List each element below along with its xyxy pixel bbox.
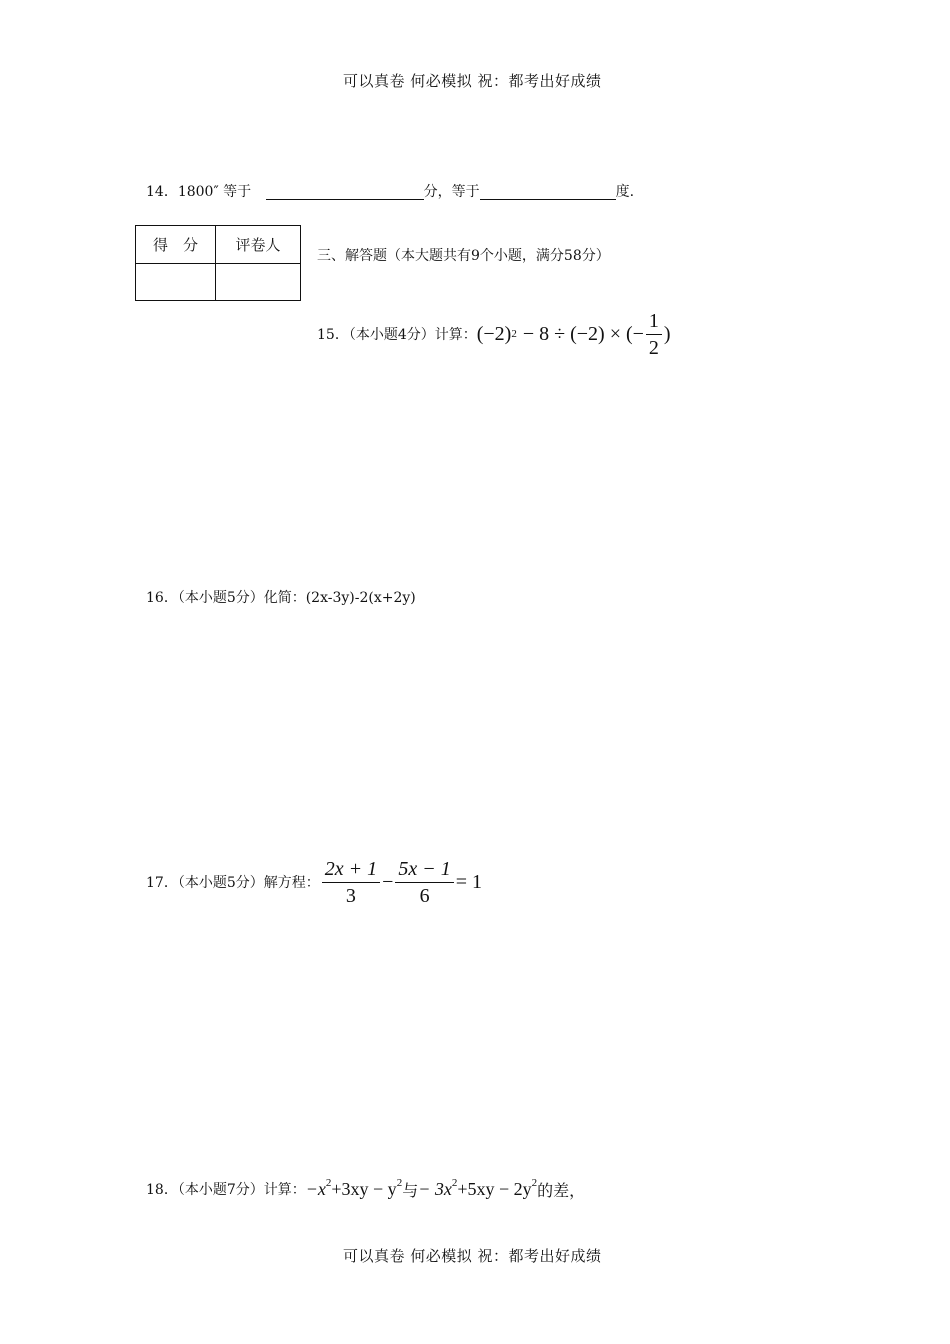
page-footer: 可以真卷 何必模拟 祝：都考出好成绩 xyxy=(343,1247,602,1265)
score-cell[interactable] xyxy=(136,264,216,301)
score-table xyxy=(135,225,301,301)
q18-and: 与 xyxy=(402,1180,419,1200)
q18-exp3: 2 xyxy=(451,1176,458,1189)
q17-fraction-1 xyxy=(322,858,380,907)
q15-expr-c: ) xyxy=(663,322,671,345)
q15-expr-a: (−2) xyxy=(476,322,512,345)
q18-exp2: 2 xyxy=(396,1176,403,1189)
q17-den2: 6 xyxy=(419,884,430,907)
question-16: 16．（本小题5分）化简：(2x-3y)-2(x+2y) xyxy=(146,590,416,606)
q14-prefix: 14．1800″ 等于 xyxy=(146,184,252,200)
q15-fraction xyxy=(646,310,662,359)
q14-blank-minutes[interactable] xyxy=(266,183,424,200)
q14-unit-degrees: 度. xyxy=(615,184,635,200)
q17-prefix: 17．（本小题5分）解方程： xyxy=(146,875,320,891)
q17-minus: − xyxy=(382,870,394,893)
q14-blank-degrees[interactable] xyxy=(480,183,616,200)
q15-frac-num: 1 xyxy=(646,310,662,335)
grader-cell[interactable] xyxy=(216,264,301,301)
q18-term1: −x xyxy=(305,1178,326,1199)
q14-unit-minutes: 分，等于 xyxy=(423,184,480,200)
q18-expression-2 xyxy=(418,1176,538,1200)
q18-expression xyxy=(305,1176,403,1200)
q17-equation xyxy=(320,858,482,907)
q18-prefix: 18．（本小题7分）计算： xyxy=(146,1182,306,1198)
q18-exp4: 2 xyxy=(531,1176,538,1189)
grader-header: 评卷人 xyxy=(216,226,301,264)
page-header: 可以真卷 何必模拟 祝：都考出好成绩 xyxy=(343,72,602,90)
q15-frac-den: 2 xyxy=(648,336,659,359)
q17-den1: 3 xyxy=(345,884,356,907)
q18-term4: +5xy − 2y xyxy=(457,1178,532,1199)
q18-term3: − 3x xyxy=(418,1178,452,1199)
q18-exp1: 2 xyxy=(325,1176,332,1189)
question-18 xyxy=(146,1176,585,1202)
score-header: 得 分 xyxy=(136,226,216,264)
q17-fraction-2 xyxy=(395,858,453,907)
q18-term2: +3xy − y xyxy=(331,1178,397,1199)
q15-expr-b: − 8 ÷ (−2) × (− xyxy=(522,322,644,345)
q15-expression: (−2) 2 − 8 ÷ (−2) × (− $\frac{1}{2}$ ) xyxy=(476,309,671,359)
section-title: 三、解答题（本大题共有9个小题，满分58分） xyxy=(317,248,610,264)
q17-num2: 5x − 1 xyxy=(395,858,453,883)
q15-prefix: 15．（本小题4分）计算： xyxy=(317,327,477,343)
question-15 xyxy=(317,308,671,360)
question-17 xyxy=(146,855,482,909)
q18-suffix: 的差， xyxy=(537,1180,586,1200)
question-14 xyxy=(146,181,634,201)
q17-num1: 2x + 1 xyxy=(322,858,380,883)
q17-rhs: = 1 xyxy=(455,870,483,893)
